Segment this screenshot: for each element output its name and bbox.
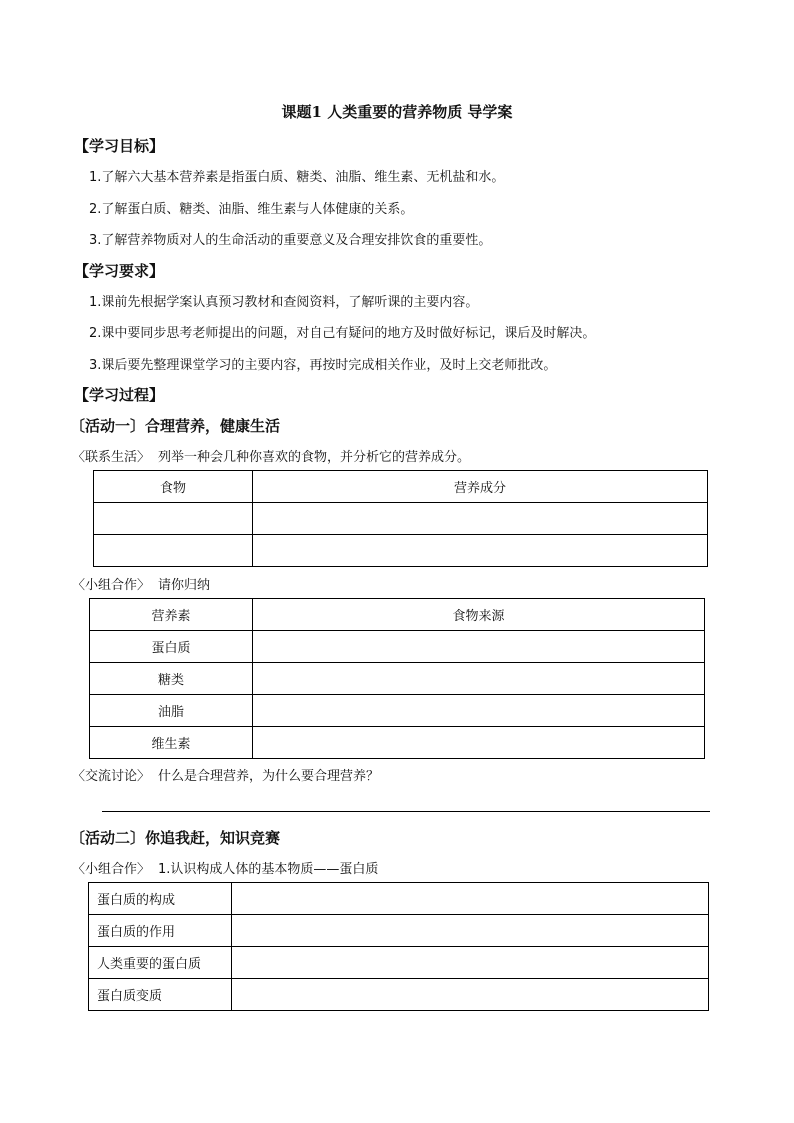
table-row	[94, 535, 708, 567]
protein-answer-cell[interactable]	[232, 947, 709, 979]
source-cell[interactable]	[253, 727, 705, 759]
requirement-item: 3.课后要先整理课堂学习的主要内容，再按时完成相关作业，及时上交老师批改。	[89, 358, 557, 373]
table-header-row	[90, 599, 705, 631]
prompt-tag: 〈小组合作〉	[72, 578, 151, 593]
goal-item: 3.了解营养物质对人的生命活动的重要意义及合理安排饮食的重要性。	[89, 233, 492, 248]
protein-topic: 蛋白质变质	[89, 979, 232, 1011]
nutrient-cell[interactable]	[253, 503, 708, 535]
protein-topic: 蛋白质的作用	[89, 915, 232, 947]
answer-line[interactable]	[102, 811, 710, 812]
food-cell[interactable]	[94, 503, 253, 535]
source-cell[interactable]	[253, 695, 705, 727]
table-row	[90, 631, 705, 663]
nutrient-name: 糖类	[90, 663, 253, 695]
table-row	[89, 947, 709, 979]
table-row	[89, 883, 709, 915]
prompt-tag: 〈联系生活〉	[72, 450, 151, 465]
activity1-heading: 〔活动一〕合理营养，健康生活	[70, 417, 281, 435]
protein-topic: 人类重要的蛋白质	[89, 947, 232, 979]
protein-answer-cell[interactable]	[232, 979, 709, 1011]
nutrient-name: 维生素	[90, 727, 253, 759]
table-row	[94, 503, 708, 535]
activity1-prompt-group	[72, 574, 210, 593]
activity1-prompt-life	[72, 446, 470, 465]
table-row	[89, 915, 709, 947]
header-food-source: 食物来源	[253, 599, 705, 631]
requirement-item: 2.课中要同步思考老师提出的问题，对自己有疑问的地方及时做好标记，课后及时解决。	[89, 326, 596, 341]
requirements-heading: 【学习要求】	[74, 262, 165, 280]
requirement-item: 1.课前先根据学案认真预习教材和查阅资料，了解听课的主要内容。	[89, 295, 479, 310]
nutrient-name: 蛋白质	[90, 631, 253, 663]
table-header-row	[94, 471, 708, 503]
table-row	[90, 727, 705, 759]
nutrient-cell[interactable]	[253, 535, 708, 567]
activity2-heading: 〔活动二〕你追我赶，知识竞赛	[70, 829, 281, 847]
prompt-text: 请你归纳	[158, 578, 211, 593]
activity1-prompt-discussion	[72, 765, 379, 784]
goal-item: 2.了解蛋白质、糖类、油脂、维生素与人体健康的关系。	[89, 202, 414, 217]
prompt-tag: 〈小组合作〉	[72, 862, 151, 877]
protein-answer-cell[interactable]	[232, 915, 709, 947]
goal-item: 1.了解六大基本营养素是指蛋白质、糖类、油脂、维生素、无机盐和水。	[89, 170, 505, 185]
source-cell[interactable]	[253, 631, 705, 663]
table-row	[89, 979, 709, 1011]
prompt-tag: 〈交流讨论〉	[72, 769, 151, 784]
source-cell[interactable]	[253, 663, 705, 695]
goals-heading: 【学习目标】	[74, 137, 165, 155]
nutrient-source-table	[89, 598, 705, 759]
food-cell[interactable]	[94, 535, 253, 567]
protein-topic: 蛋白质的构成	[89, 883, 232, 915]
protein-answer-cell[interactable]	[232, 883, 709, 915]
header-nutrient: 营养素	[90, 599, 253, 631]
nutrient-name: 油脂	[90, 695, 253, 727]
table-row	[90, 663, 705, 695]
header-nutrients: 营养成分	[253, 471, 708, 503]
header-food: 食物	[94, 471, 253, 503]
food-nutrient-table	[93, 470, 708, 567]
table-row	[90, 695, 705, 727]
prompt-text: 1.认识构成人体的基本物质——蛋白质	[158, 862, 379, 877]
page-title: 课题1 人类重要的营养物质 导学案	[281, 103, 513, 121]
activity2-prompt-group	[72, 858, 378, 877]
prompt-text: 什么是合理营养，为什么要合理营养？	[158, 769, 380, 784]
protein-table	[88, 882, 709, 1011]
prompt-text: 列举一种会几种你喜欢的食物，并分析它的营养成分。	[158, 450, 471, 465]
process-heading: 【学习过程】	[74, 386, 165, 404]
